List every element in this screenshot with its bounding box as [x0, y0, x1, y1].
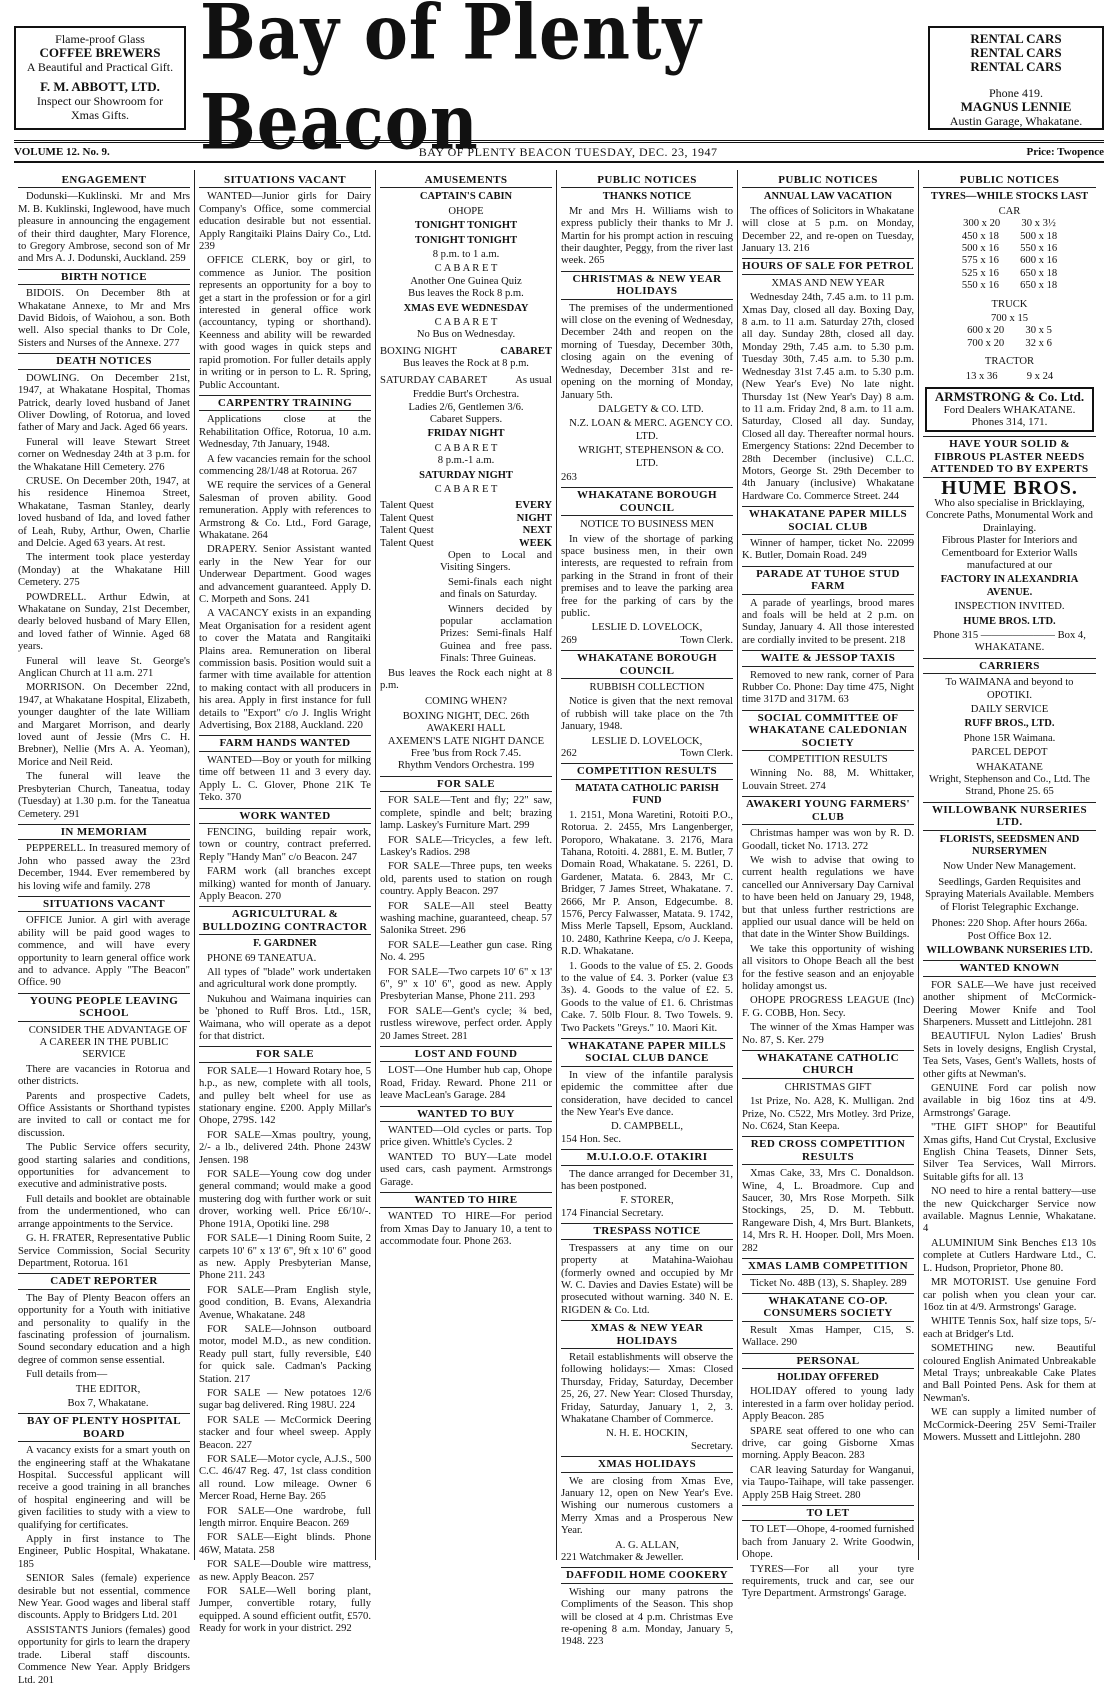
notice: Cabaret Suppers. — [429, 413, 503, 425]
notice: AXEMEN'S LATE NIGHT DANCE — [387, 735, 545, 747]
notice: FOR SALE—Eight blinds. Phone 46W, Matata. 258 — [199, 1532, 371, 1556]
notice: Phones: 220 Shop. After hours 266a. Post Office Box 12. — [931, 918, 1088, 942]
price: Price: Twopence — [1026, 146, 1104, 158]
ad-line: Flame-proof Glass — [55, 32, 145, 46]
notice: CAR leaving Saturday for Wanganui, via Taupo-Taihape, will take passenger. Apply 25B Haig Street. 280 — [742, 1464, 914, 1501]
notice: The premises of the undermentioned will close on the evening of Wednesday, December 24th and reopen on the morning of Tuesday, December 30th, closing again on the evening of Wednesday, December 31st and re-opening on the morning of Monday, January 5th. — [561, 302, 733, 401]
notice: Box 7, Whakatane. — [67, 1397, 149, 1409]
notice: N. H. E. HOCKIN, — [606, 1428, 688, 1440]
notice: SENIOR Sales (female) experience desirable but not essential, commence New Year. Good wages and liberal staff discounts. Apply to Bridgers Ltd. 201 — [18, 1573, 190, 1622]
notice: SPARE seat offered to one who can drive, car going Gisborne Xmas morning. Apply Beacon. 283 — [742, 1425, 914, 1462]
notice: To WAIMANA and beyond to OPOTIKI. — [945, 677, 1074, 701]
subheading: CHRISTMAS GIFT — [784, 1081, 872, 1093]
subheading: FRIDAY NIGHT — [427, 428, 505, 440]
ad-line: Inspect our Showroom for Xmas Gifts. — [36, 94, 164, 122]
notice: Bus leaves the Rock at 8 p.m. — [403, 358, 529, 370]
notice — [380, 375, 552, 387]
notice-text: 269 — [561, 634, 577, 646]
notice: FOR SALE—One wardrobe, full length mirror. Enquire Beacon. 269 — [199, 1505, 371, 1530]
notice: LOST—One Humber hub cap, Ohope Road, Friday. Reward. Phone 211 or leave MacLean's Garage. 284 — [380, 1065, 552, 1102]
section-heading: DAFFODIL HOME COOKERY — [561, 1567, 733, 1583]
notice: F. STORER, — [620, 1195, 674, 1207]
notice: FOR SALE—Pram English style, good condition, B. Evans, Alexandria Avenue, Whakatane. 248 — [199, 1284, 371, 1321]
notice-text: Talent Quest — [380, 512, 434, 524]
tyre-row: 13 x 36 9 x 24 — [965, 370, 1054, 382]
subheading: CAR — [998, 205, 1021, 217]
notice: Applications close at the Rehabilitation Office, Rotorua, 10 a.m. Wednesday, 7th January, 1948. — [199, 414, 371, 451]
ad-line: Phone 419. — [989, 86, 1043, 100]
notice: POWDRELL. Arthur Edwin, at Whakatane on Sunday, 21st December, dearly beloved husband of Mary Ellen, and loved father of Winnie. Aged 68 years. — [18, 591, 190, 653]
notice: Parents and prospective Cadets, Office Assistants or Shorthand typistes are invited to call or contact me for discussion. — [18, 1090, 190, 1139]
notice: OFFICE CLERK, boy or girl, to commence as Junior. The position represents an opportunity for a boy to get a start in the profession or for a girl interested in general office work (accountancy, typing or shorthand). Keenness and ability will be rewarded with good wages in quick steps and rapid promotion. For fuller details apply in writing or in person to L. R. Spring, Public Accountant. — [199, 255, 371, 391]
notice: C A B A R E T — [434, 263, 498, 275]
notice: ASSISTANTS Juniors (females) good opportunity for girls to learn the drapery trade. Liberal staff discounts. Commence New Year. Apply Bridgers Ltd. 201 — [18, 1624, 190, 1686]
notice: DOWLING. On December 21st, 1947, at Whakatane Hospital, Thomas Patrick, dearly loved husband of Janet Oliver Dowling, of Rotorua, and loved father of Mary and Jack. Aged 66 years. — [18, 372, 190, 434]
notice: The dance arranged for December 31, has been postponed. — [561, 1168, 733, 1193]
notice: WANTED—Junior girls for Dairy Company's Office, some commercial education desirable but not essential. Apply Rangitaiki Plains Dairy Co., Ltd. 239 — [199, 191, 371, 253]
notice: A vacancy exists for a smart youth on the engineering staff at the Whakatane Hospital. Successful applicant will receive a good training in all branches of hospital engineering and will be given facilities to study with a view to qualifying for certificates. — [18, 1445, 190, 1531]
subheading: RUBBISH COLLECTION — [589, 682, 705, 694]
section-heading: WHAKATANE PAPER MILLS SOCIAL CLUB — [742, 506, 914, 535]
section-heading: BIRTH NOTICE — [18, 269, 190, 285]
ad-line: RENTAL CARS — [970, 31, 1062, 46]
tyre-row: 525 x 16 650 x 18 — [961, 267, 1058, 279]
notice: Removed to new rank, corner of Para Rubber Co. Phone: Day time 475, Night time 317D and 317M. 63 — [742, 669, 914, 706]
tyre-row: 700 x 20 32 x 6 — [967, 337, 1052, 349]
notice: Mr and Mrs H. Williams wish to express publicly their thanks to Mr J. Martin for his prompt action in rescuing their daughter, Peggy, from the river last week. 265 — [561, 205, 733, 267]
notice: INSPECTION INVITED. — [954, 601, 1065, 613]
notice — [380, 500, 552, 512]
notice: Phone 15R Waimana. — [963, 732, 1056, 744]
notice: The funeral will leave the Presbyterian Church, Taneatua, today (Tuesday) at 1.30 p.m. for the Taneatua Cemetery. 291 — [18, 771, 190, 820]
notice: FOR SALE—Well boring plant, Jumper, convertible rotary, fully equipped. A sound efficient outfit, £570. Ready for work in your district. 292 — [199, 1586, 371, 1635]
notice: OFFICE Junior. A girl with average ability will be paid good wages to commence, and will have every opportunity to learn general office work and to advance. Apply "The Beacon" Office. 90 — [18, 915, 190, 989]
notice: Freddie Burt's Orchestra. — [412, 389, 520, 401]
notice: WANTED—Boy or youth for milking time off between 11 and 3 every day. Apply L. C. Glover, Phone 21K Te Teko. 370 — [199, 754, 371, 804]
notice: 1. Goods to the value of £5. 2. Goods to the value of £4. 3. Porker (value £3 3s). 4. Goods to the value of £2. 5. Goods to the value of £1. 6. Christmas Cake. 7. 50lb Flour. 8. Two Towels. 9. Two Packets "Greys." 10. Maori Kit. — [561, 960, 733, 1034]
section-heading: COMPETITION RESULTS — [561, 763, 733, 779]
notice: C A B A R E T — [434, 442, 498, 454]
notice: WE can supply a limited number of McCormick-Deering 25V Semi-Trailer Mowers. Mussett and Littlejohn. 280 — [923, 1407, 1096, 1443]
notice: 1st Prize, No. A28, K. Mulligan. 2nd Prize, No. C522, Mrs Motley. 3rd Prize, No. C624, Stan Keepa. — [742, 1096, 914, 1133]
notice: WHITE Tennis Sox, half size tops, 5/- each at Bridger's Ltd. — [923, 1316, 1096, 1340]
notice: FOR SALE—Tent and fly; 22" saw, complete, spindle and belt; brazing lamp. Laskey's Furniture Mart. 299 — [380, 795, 552, 832]
notice-text: SATURDAY CABARET — [380, 374, 488, 386]
notice: No Bus on Wednesday. — [416, 329, 516, 341]
notice: FOR SALE—1 Dining Room Suite, 2 carpets 10' 6" x 13' 6", 9ft x 10' 6" good as new. Apply Presbyterian Manse, Phone 211. 243 — [199, 1233, 371, 1282]
section-heading: ENGAGEMENT — [18, 173, 190, 188]
notice-text: CABARET — [500, 345, 552, 357]
notice: WHAKATANE. — [974, 642, 1045, 654]
notice: FOR SALE—Leather gun case. Ring No. 4. 295 — [380, 939, 552, 964]
notice: FOR SALE—All steel Beatty washing machine, guaranteed, cheap. 57 Salonika Street. 296 — [380, 900, 552, 937]
notice: FOR SALE—Johnson outboard motor, model M.D., as new condition. Ready pull start, fully reversible, £40 for quick sale. Cadman's Packing Station. 217 — [199, 1323, 371, 1385]
notice-text: Town Clerk. — [680, 634, 733, 646]
subheading: NOTICE TO BUSINESS MEN — [579, 519, 715, 531]
notice: FARM work (all branches except milking) wanted for month of January. Apply Beacon. 270 — [199, 866, 371, 902]
notice-text: NIGHT — [516, 512, 552, 524]
notice: WRIGHT, STEPHENSON & CO. LTD. — [578, 445, 724, 469]
notice: FOR SALE—Young cow dog under general command; would make a good mustering dog with further work or suit drover, working well. Price £6/10/-. Phone 191A, Opotiki line. 298 — [199, 1169, 371, 1230]
subheading: COMPETITION RESULTS — [768, 754, 888, 766]
subheading: ANNUAL LAW VACATION — [763, 191, 893, 203]
notice: Who also specialise in Bricklaying, Concrete Paths, Monumental Work and Drainlaying. — [926, 497, 1093, 534]
notice: In view of the infantile paralysis epidemic the committee after due consideration, have decided to cancel the New Year's Eve dance. — [561, 1069, 733, 1119]
ad-line: Austin Garage, Whakatane. — [949, 114, 1083, 128]
notice: BIDOIS. On December 8th at Whakatane Annexe, to Mr and Mrs David Bidois, of Waiohou, a son. Both well. Also special thanks to Dr Cole, Sisters and Nurses of the Annexe. 277 — [18, 288, 190, 349]
notice: DALGETY & CO. LTD. — [598, 403, 704, 415]
masthead-right-ad — [928, 26, 1104, 130]
notice: Wednesday 24th, 7.45 a.m. to 11 p.m. Xmas Day, closed all day. Boxing Day, 8 a.m. to 11 a.m. Saturday 27th, closed all day. Sunday 28th, closed all day. Monday 29th, 7.45 a.m. to 5.30 p.m. Tuesday 30th, 7.45 a.m. to 5.30 p.m. Wednesday 31st 7.45 a.m. to 5.30 p.m. (New Year's Eve) No late night. Thursday 1st (New Year's Day) 8 a.m. to 11 a.m. Friday 2nd, 8 a.m. to 11 a.m. Saturday, Closed all day. Sunday, Closed all day. Thereafter normal hours. Emergency Stations: 22nd December to 28th December (inclusive) C.L.C. Motors, George St. 29th December to 4th January (inclusive) Whakatane Hardware Co. Commerce Street. 244 — [742, 292, 914, 502]
section-heading: WANTED KNOWN — [923, 960, 1096, 976]
notice: Seedlings, Garden Requisites and Spraying Materials Available. Members of Florist Telegraphic Exchange. — [925, 876, 1094, 913]
section-heading: PARADE AT TUHOE STUD FARM — [742, 566, 914, 595]
section-heading: WHAKATANE CO-OP. CONSUMERS SOCIETY — [742, 1293, 914, 1322]
notice: NO need to hire a rental battery—use the new Quickcharger Service now available. Magnus Lennie, Whakatane. 4 — [923, 1186, 1096, 1235]
notice: Semi-finals each night and finals on Saturday. — [440, 576, 552, 601]
notice-text: 262 — [561, 748, 577, 760]
section-heading: LOST AND FOUND — [380, 1046, 552, 1062]
notice: Rhythm Vendors Orchestra. 199 — [397, 760, 535, 772]
subheading: TYRES—WHILE STOCKS LAST — [930, 191, 1089, 203]
tyre-row: 300 x 20 30 x 3½ — [963, 218, 1056, 230]
notice: In view of the shortage of parking space business men, in their own interests, are requested to refrain from parking in the Strand in front of their premises and to leave the parking area free for the parking of cars by the public. — [561, 533, 733, 619]
notice: DAILY SERVICE — [970, 704, 1049, 716]
notice: PHONE 69 TANEATUA. — [207, 952, 317, 964]
armstrong-ad — [925, 387, 1094, 432]
notice: MR MOTORIST. Use genuine Ford car polish when you clean your car. 16oz tin at 4/9. Armstrongs' Garage. — [923, 1277, 1096, 1313]
section-heading: CHRISTMAS & NEW YEAR HOLIDAYS — [561, 271, 733, 300]
notice: OHOPE PROGRESS LEAGUE (Inc) F. G. COBB, Hon. Secy. — [742, 995, 914, 1019]
section-heading: TO LET — [742, 1505, 914, 1521]
section-heading: PERSONAL — [742, 1353, 914, 1369]
notice: The Bay of Plenty Beacon offers an opportunity for a Youth with initiative and personality to qualify in the fascinating profession of journalism. Sound secondary education and a high degree of common sense essential. — [18, 1292, 190, 1366]
notice — [561, 635, 733, 647]
notice: A VACANCY exists in an expanding Meat Organisation for a resident agent to cover the Matata and Rangitaiki Plains area. Remuneration on liberal commission basis. Position would suit a farmer with time available for attention to making contact with all producers in his area. Apply in first instance for full details to "Export" c/o J. Inglis Wright Advertising, Box 2188, Auckland. 220 — [199, 608, 371, 732]
notice: FOR SALE—Motor cycle, A.J.S., 500 C.C. 46/47 Reg. 47, 1st class condition all round. Low mileage. Owner 6 Mercer Road, Herne Bay. 265 — [199, 1454, 371, 1503]
notice: PEPPERELL. In treasured memory of John who passed away the 23rd December, 1944. Ever remembered by his loving wife and family. 278 — [18, 843, 190, 892]
tyre-row: 700 x 15 — [990, 313, 1029, 325]
notice: Funeral will leave Stewart Street corner on Wednesday 24th at 3 p.m. for the Whakatane Hill Cemetery. 276 — [18, 436, 190, 473]
section-heading: PUBLIC NOTICES — [561, 173, 733, 188]
subheading: TONIGHT TONIGHT — [414, 220, 518, 232]
notice: A parade of yearlings, brood mares and foals will be held at 2 p.m. on Sunday, January 4. All those interested are cordially invited to be present. 218 — [742, 597, 914, 646]
notice: CRUSE. On December 20th, 1947, at his residence Hinemoa Street, Whakatane, Tasman Stanley, dearly loved husband of Ida, and loved father of Leah, Ruby, Arthur, Owen, Charlie and Delcie. Aged 63 years. At rest. — [18, 475, 190, 549]
notice: Wishing our many patrons the Compliments of the Season. This shop will be closed at 4 p.m. Christmas Eve re-opening 8 a.m. Monday, January 5, 1948. 223 — [561, 1586, 733, 1648]
notice: Christmas hamper was won by R. D. Goodall, ticket No. 1713. 272 — [742, 828, 914, 852]
tyre-row: 550 x 16 650 x 18 — [961, 280, 1058, 292]
section-heading: WHAKATANE BOROUGH COUNCIL — [561, 650, 733, 679]
section-heading: AWAKERI YOUNG FARMERS' CLUB — [742, 796, 914, 825]
subheading: WILLOWBANK NURSERIES LTD. — [926, 944, 1093, 956]
columns — [14, 170, 1104, 1686]
notice: C A B A R E T — [434, 317, 498, 329]
notice: FOR SALE—Xmas poultry, young, 2/- a lb., delivered 24th. Phone 243W Jensen. 198 — [199, 1129, 371, 1166]
notice: Free 'bus from Rock 7.45. — [410, 748, 522, 760]
section-heading: SITUATIONS VACANT — [199, 173, 371, 188]
notice-text: NEXT — [522, 525, 552, 537]
notice: BOXING NIGHT, DEC. 26th — [402, 710, 530, 722]
column-2 — [195, 170, 376, 1635]
notice: Bus leaves the Rock each night at 8 p.m. — [380, 667, 552, 692]
notice: FOR SALE—Double wire mattress, as new. Apply Beacon. 257 — [199, 1559, 371, 1583]
notice: All types of "blade" work undertaken and agricultural work done promptly. — [199, 966, 371, 991]
notice — [380, 525, 552, 537]
section-heading: WHAKATANE BOROUGH COUNCIL — [561, 487, 733, 516]
notice: SOMETHING new. Beautiful coloured English Animated Unbreakable Metal Trays; unbreakable Cake Plates and Ball Pointed Pens. Ask for them at Newman's. — [923, 1343, 1096, 1404]
section-heading: FOR SALE — [199, 1046, 371, 1062]
notice: A few vacancies remain for the school commencing 28/1/48 at Rotorua. 267 — [199, 453, 371, 477]
section-heading: TRESPASS NOTICE — [561, 1223, 733, 1239]
section-heading: CARPENTRY TRAINING — [199, 395, 371, 411]
notice: ALUMINIUM Sink Benches £13 10s complete at Cutlers Hardware Ltd., C. L. Hudson, Proprietor, Phone 80. — [923, 1237, 1096, 1274]
notice: Notice is given that the next removal of rubbish will take place on the 7th January, 1948. — [561, 696, 733, 733]
notice: 154 Hon. Sec. — [561, 1133, 622, 1145]
notice: FOR SALE—Gent's cycle; ¾ bed, rustless wirewove, perfect order. Apply 20 James Street. 281 — [380, 1005, 552, 1042]
notice-text: As usual — [515, 374, 552, 386]
notice — [380, 513, 552, 525]
notice: Xmas Cake, 33, Mrs C. Donaldson. Wine, 4, L. Broadmore. Cup and Saucer, 30, Mrs Rose Morpeth. Silk Stockings, 25, D. M. Tebbutt. Rangeware Dish, 4, Mrs Burt. Blankets, 14, Mrs R. H. Hooper. Doll, Mrs Moen. 282 — [742, 1168, 914, 1254]
subheading: MATATA CATHOLIC PARISH FUND — [575, 782, 719, 807]
section-heading: SITUATIONS VACANT — [18, 896, 190, 912]
notice: Ticket No. 48B (13), S. Shapley. 289 — [750, 1277, 907, 1289]
ad-line: MAGNUS LENNIE — [960, 99, 1072, 114]
notice-text: BOXING NIGHT — [380, 345, 457, 357]
notice-text: Town Clerk. — [680, 748, 733, 760]
notice: Bus leaves the Rock 8 p.m. — [408, 288, 524, 300]
notice: FENCING, building repair work, town or country, contract preferred. Reply "Handy Man" c/o Beacon. 247 — [199, 826, 371, 863]
subheading: HUME BROS. LTD. — [963, 615, 1056, 627]
notice: C A B A R E T — [434, 483, 498, 495]
notice: Open to Local and Visiting Singers. — [440, 549, 552, 574]
notice: Now Under New Management. — [943, 860, 1076, 872]
section-heading: YOUNG PEOPLE LEAVING SCHOOL — [18, 993, 190, 1022]
subheading: OHOPE — [448, 205, 484, 217]
subheading: CAPTAIN'S CABIN — [419, 191, 513, 203]
ad-line: A Beautiful and Practical Gift. — [26, 60, 174, 74]
notice: PARCEL DEPOT — [971, 747, 1048, 759]
notice: THE EDITOR, — [75, 1383, 141, 1395]
ad-line: F. M. ABBOTT, LTD. — [40, 79, 160, 94]
section-heading: SOCIAL COMMITTEE OF WHAKATANE CALEDONIAN SOCIETY — [742, 710, 914, 751]
section-heading: WHAKATANE CATHOLIC CHURCH — [742, 1050, 914, 1079]
subheading: FLORISTS, SEEDSMEN AND NURSERYMEN — [939, 833, 1080, 858]
notice: TYRES—For all your tyre requirements, truck and car, see our Tyre Department. Armstrongs' Garage. — [742, 1563, 914, 1600]
section-heading: DEATH NOTICES — [18, 353, 190, 369]
section-heading: WANTED TO BUY — [380, 1106, 552, 1122]
notice: The interment took place yesterday (Monday) at the Whakatane Hill Cemetery. 275 — [18, 552, 190, 589]
notice: WANTED—Old cycles or parts. Top price given. Whittle's Cycles. 2 — [380, 1125, 552, 1149]
notice: Fibrous Plaster for Interiors and Cementboard for Exterior Walls manufactured at our — [941, 535, 1078, 571]
column-3 — [376, 170, 557, 1560]
section-heading: IN MEMORIAM — [18, 824, 190, 840]
section-heading: XMAS LAMB COMPETITION — [742, 1258, 914, 1274]
section-heading: WANTED TO HIRE — [380, 1192, 552, 1208]
issue-date: BAY OF PLENTY BEACON TUESDAY, DEC. 23, 1947 — [418, 144, 718, 159]
section-heading: HAVE YOUR SOLID & FIBROUS PLASTER NEEDS ATTENDED TO BY EXPERTS — [923, 436, 1096, 477]
column-4 — [557, 170, 738, 1648]
notice: Winners decided by popular acclamation Prizes: Semi-finals Half Guinea and free pass. Finals: Three Guineas. — [440, 603, 552, 665]
notice: WE require the services of a General Salesman of proven ability. Good remuneration. Apply with references to Armstrong & Co. Ltd., Ford Garage, Whakatane. 264 — [199, 480, 371, 541]
notice — [380, 538, 552, 550]
tyre-row: 450 x 18 500 x 18 — [961, 230, 1058, 242]
notice — [561, 748, 733, 760]
subheading: THANKS NOTICE — [602, 191, 692, 203]
section-heading: FARM HANDS WANTED — [199, 735, 371, 751]
notice: We take this opportunity of wishing all visitors to Ohope Beach all the best for the festive season and an enjoyable holiday amongst us. — [742, 943, 914, 992]
volume-number: VOLUME 12. No. 9. — [14, 146, 110, 158]
masthead-left-ad — [14, 26, 186, 130]
notice: A. G. ALLAN, — [615, 1539, 679, 1551]
notice: "THE GIFT SHOP" for Beautiful Xmas gifts, Hand Cut Crystal, Exclusive English China Teasets, Dinner Sets, Silver Tea Services, Wall Mirrors. Suitable gifts for all. 13 — [923, 1122, 1096, 1183]
section-heading: WORK WANTED — [199, 808, 371, 824]
notice: D. CAMPBELL, — [610, 1121, 684, 1133]
column-1 — [14, 170, 195, 1686]
notice: Wright, Stephenson and Co., Ltd. The Strand, Phone 25. 65 — [929, 774, 1090, 798]
notice: Phone 315 ——————— Box 4, — [933, 630, 1086, 641]
notice: We are closing from Xmas Eve, January 12, open on New Year's Eve. Wishing our numerous customers a Merry Xmas and a Prosperous New Year. — [561, 1475, 733, 1537]
notice: COMING WHEN? — [425, 696, 507, 708]
section-heading: AMUSEMENTS — [380, 173, 552, 188]
ad-line: Ford Dealers WHAKATANE. — [943, 403, 1076, 416]
notice-text: Talent Quest — [380, 537, 434, 549]
section-heading: FOR SALE — [380, 776, 552, 792]
notice: HOLIDAY offered to young lady interested in a farm over holiday period. Apply Beacon. 285 — [742, 1386, 914, 1423]
dateline — [14, 140, 1104, 163]
tyre-row: 600 x 20 30 x 5 — [967, 325, 1052, 337]
notice: FOR SALE — McCormick Deering stacker and four wheel sweep. Apply Beacon. 227 — [199, 1414, 371, 1451]
notice — [380, 346, 552, 358]
notice: FOR SALE — New potatoes 12/6 sugar bag delivered. Ring 198U. 224 — [199, 1387, 371, 1412]
notice: Full details from— — [26, 1369, 108, 1381]
notice: The Public Service offers security, good starting salaries and conditions, opportunities for advancement to executive and administrative posts. — [18, 1142, 190, 1191]
notice: TO LET—Ohope, 4-roomed furnished bach from January 2. Write Goodwin, Ohope. — [742, 1524, 914, 1561]
notice: 174 Financial Secretary. — [561, 1207, 664, 1219]
notice: Dodunski—Kuklinski. Mr and Mrs M. B. Kuklinski, Inglewood, have much pleasure in announcing the engagement of their third daughter, Mary Florence, to Gregory Ambrose, second son of Mr and Mrs A. J. Dodunski, Auckland. 259 — [18, 191, 190, 265]
notice: Apply in first instance to The Engineer, Public Hospital, Whakatane. 185 — [18, 1534, 190, 1570]
section-heading: WAITE & JESSOP TAXIS — [742, 650, 914, 666]
notice: Winning No. 88, M. Whittaker, Louvain Street. 274 — [742, 768, 914, 792]
ad-line: RENTAL CARS — [970, 45, 1062, 60]
section-heading: XMAS HOLIDAYS — [561, 1456, 733, 1472]
notice: FOR SALE—Three pups, ten weeks old, parents used to station on rough country. Apply Beacon. 297 — [380, 861, 552, 898]
section-heading: WHAKATANE PAPER MILLS SOCIAL CLUB DANCE — [561, 1038, 733, 1067]
notice: The winner of the Xmas Hamper was No. 87, S. Ker. 279 — [742, 1022, 914, 1046]
subheading: FACTORY IN ALEXANDRIA AVENUE. — [940, 574, 1079, 598]
section-heading: BAY OF PLENTY HOSPITAL BOARD — [18, 1413, 190, 1442]
notice: Winner of hamper, ticket No. 22099 K. Butler, Domain Road. 249 — [742, 537, 914, 562]
notice: Nukuhou and Waimana inquiries can be 'phoned to Ruff Bros. Ltd., 15R, Waimana, who will operate as a depot for that district. — [199, 993, 371, 1042]
subheading: SATURDAY NIGHT — [419, 469, 513, 481]
notice: Funeral will leave St. George's Anglican Church at 11 a.m. 271 — [18, 655, 190, 680]
subheading: F. GARDNER — [253, 938, 317, 950]
notice: 8 p.m. to 1 a.m. — [432, 249, 500, 261]
ad-line: ARMSTRONG & Co. Ltd. — [934, 389, 1085, 405]
section-heading: WILLOWBANK NURSERIES LTD. — [923, 802, 1096, 831]
subheading: HOLIDAY OFFERED — [777, 1371, 879, 1383]
notice: BEAUTIFUL Nylon Ladies' Brush Sets in lovely designs, English Crystal, Tea Sets, Vases, Gent's Wallets, hosts of other gifts at Newman's. — [923, 1031, 1096, 1080]
subheading: XMAS EVE WEDNESDAY — [403, 302, 529, 314]
notice: GENUINE Ford car polish now available in big 16oz tins at 4/9. Armstrongs' Garage. — [923, 1083, 1096, 1119]
notice: WHAKATANE — [976, 761, 1043, 773]
notice: FOR SALE—Tricycles, a few left. Laskey's Radios. 298 — [380, 834, 552, 858]
notice: DRAPERY. Senior Assistant wanted early in the New Year for our Underwear Department. Good wages and advancement guaranteed. Apply D. C. Morpeth and Sons. 241 — [199, 544, 371, 605]
subheading: TRUCK — [991, 298, 1028, 310]
notice: G. H. FRATER, Representative Public Service Commission, Social Security Department, Rotorua. 161 — [18, 1233, 190, 1269]
notice: CONSIDER THE ADVANTAGE OF A CAREER IN THE PUBLIC SERVICE — [28, 1024, 188, 1061]
notice: 221 Watchmaker & Jeweller. — [561, 1552, 684, 1564]
notice: AWAKERI HALL — [426, 723, 506, 735]
notice-text: EVERY — [515, 500, 552, 512]
section-heading: CADET REPORTER — [18, 1273, 190, 1289]
notice: Retail establishments will observe the following holidays:— Xmas: Closed Thursday, Friday, Saturday, December 25, 26, 27. New Year: Closed Thursday, Friday, Saturday, January 1, 2, 3. Whakatane Chamber of Commerce. — [561, 1351, 733, 1425]
section-heading: XMAS & NEW YEAR HOLIDAYS — [561, 1320, 733, 1349]
notice: FOR SALE—1 Howard Rotary hoe, 5 h.p., as new, complete with all tools, and pulley belt wheel for use as stationary engine. £200. Apply Millar's Ohope, 279S. 142 — [199, 1065, 371, 1127]
section-heading: PUBLIC NOTICES — [742, 173, 914, 188]
ad-line: COFFEE BREWERS — [39, 45, 161, 60]
notice-text: Talent Quest — [380, 500, 434, 512]
notice: There are vacancies in Rotorua and other districts. — [18, 1063, 190, 1088]
notice: WANTED TO BUY—Late model used cars, cash payment. Armstrongs Garage. — [380, 1151, 552, 1188]
notice: We wish to advise that owing to current health regulations we have cancelled our Anniversary Day Carnival to have been held on January 29, 1948, but that unless further restrictions are applied our usual dance will be held on that date in the Winter Show Buildings. — [742, 854, 914, 941]
column-5 — [738, 170, 919, 1600]
notice: N.Z. LOAN & MERC. AGENCY CO. LTD. — [569, 418, 733, 442]
notice: Another One Guinea Quiz — [410, 275, 522, 287]
subheading: TRACTOR — [984, 356, 1035, 368]
notice: Result Xmas Hamper, C15, S. Wallace. 290 — [742, 1324, 914, 1349]
section-heading: HOURS OF SALE FOR PETROL — [742, 258, 914, 274]
section-heading: CARRIERS — [923, 658, 1096, 674]
notice: The offices of Solicitors in Whakatane will close at 5 p.m. on Monday, December 22, and re-open on Tuesday, January 13. 216 — [742, 205, 914, 255]
notice-text: WEEK — [519, 537, 552, 549]
tyre-row: 500 x 16 550 x 16 — [961, 243, 1058, 255]
notice: FOR SALE—Two carpets 10' 6" x 13' 6", 9" x 10' 6", good as new. Apply Presbyterian Manse, Phone 211. 293 — [380, 966, 552, 1003]
subheading: XMAS AND NEW YEAR — [771, 277, 885, 289]
notice: 8 p.m.-1 a.m. — [437, 455, 495, 467]
notice: Ladies 2/6, Gentlemen 3/6. — [408, 401, 524, 413]
subheading: RUFF BROS., LTD. — [964, 718, 1055, 730]
section-heading: M.U.I.O.O.F. OTAKIRI — [561, 1149, 733, 1165]
ad-line: RENTAL CARS — [970, 59, 1062, 74]
notice: FOR SALE—We have just received another shipment of McCormick-Deering Mower Knife and Tool Sharpeners. Mussett and Littlejohn. 281 — [923, 979, 1096, 1028]
notice: LESLIE D. LOVELOCK, — [591, 622, 703, 634]
notice: 1. 2151, Mona Waretini, Rotoiti P.O., Rotorua. 2. 2455, Mrs Langenberger, Poroporo, Whakatane. 3. 2176, Mara Tahana, Rotoiti. 4. 2881, E. M. Butler, 7 Domain Road, Whakatane. 5. 2261, D. Gardener, Matata. 6. 2843, Mr C. Bridger, 7 James Street, Whakatane. 7. 2666, Mr P. Anson, Edgecumbe. 8. 1576, Percy Falwasser, Matata. 9. 1742, Miss Merle Tapsell, Epsom, Auckland. 10. 2480, Kathrine Keepa, c/o J. Keepa, R.D. Whakatane. — [561, 809, 733, 958]
section-heading: RED CROSS COMPETITION RESULTS — [742, 1136, 914, 1165]
column-6 — [919, 170, 1100, 1560]
subheading: TONIGHT TONIGHT — [414, 234, 518, 246]
tyre-row: 575 x 16 600 x 16 — [961, 255, 1058, 267]
notice: Secretary. — [691, 1440, 733, 1452]
notice: WANTED TO HIRE—For period from Xmas Day to January 10, a tent to accommodate four. Phone 263. — [380, 1211, 552, 1248]
notice: MORRISON. On December 22nd, 1947, at Whakatane Hospital, Elizabeth, younger daughter of the late William and Margaret Morrison, and dearly loved aunt of Jessie (Mrs C. H. Brebner), Nellie (Mrs A. A. Yeoman), Morice and Neil Reid. — [18, 682, 190, 768]
notice: LESLIE D. LOVELOCK, — [591, 735, 703, 747]
notice: Trespassers at any time on our property at Matahina-Waiohau (formerly owned and occupied by Mr W. C. Davies and Davies Estate) will be prosecuted without warning. 340 N. E. RIGDEN & Co. Ltd. — [561, 1242, 733, 1316]
newspaper-title: Bay of Plenty Beacon — [200, 0, 702, 167]
notice: 263 — [561, 471, 577, 483]
section-heading: PUBLIC NOTICES — [923, 173, 1096, 188]
notice: Full details and booklet are obtainable from the undermentioned, who can arrange appointments to the Service. — [18, 1193, 190, 1230]
hume-bros-title: HUME BROS. — [941, 476, 1078, 499]
ad-line: Phones 314, 171. — [971, 415, 1048, 428]
notice-text: Talent Quest — [380, 525, 434, 537]
section-heading: AGRICULTURAL & BULLDOZING CONTRACTOR — [199, 906, 371, 935]
